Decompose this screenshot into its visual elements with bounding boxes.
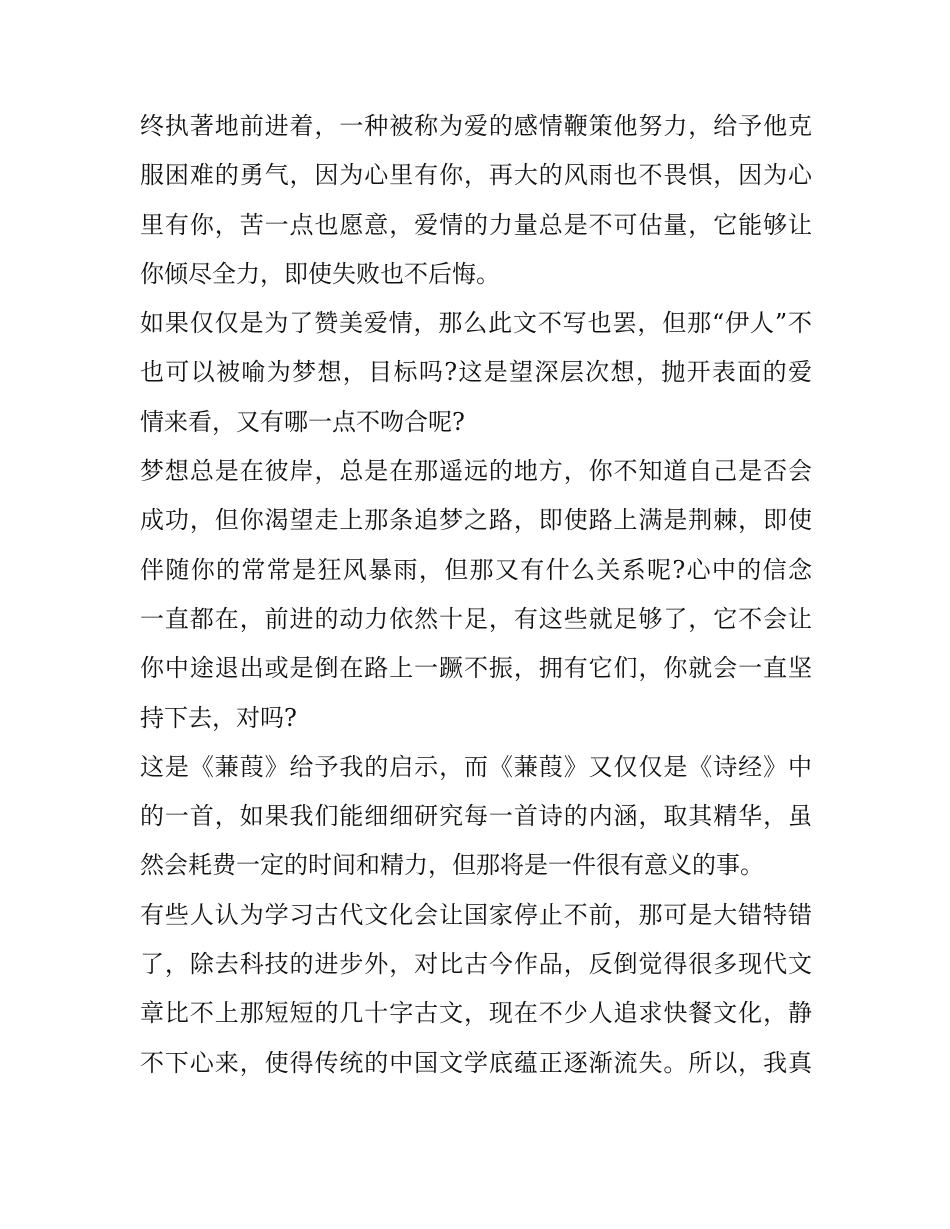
text-line: 一直都在，前进的动力依然十足，有这些就足够了，它不会让	[140, 604, 812, 633]
text-line: 服困难的勇气，因为心里有你，再大的风雨也不畏惧，因为心	[140, 161, 812, 190]
text-line: 成功，但你渴望走上那条追梦之路，即使路上满是荆棘，即使	[140, 506, 812, 535]
text-line: 你倾尽全力，即使失败也不后悔。	[140, 259, 500, 288]
text-line: 你中途退出或是倒在路上一蹶不振，拥有它们，你就会一直坚	[140, 654, 812, 683]
text-line: 里有你，苦一点也愿意，爱情的力量总是不可估量，它能够让	[140, 210, 812, 239]
text-line: 了，除去科技的进步外，对比古今作品，反倒觉得很多现代文	[140, 950, 812, 979]
text-line: 终执著地前进着，一种被称为爱的感情鞭策他努力，给予他克	[140, 112, 812, 140]
text-line: 有些人认为学习古代文化会让国家停止不前，那可是大错特错	[140, 900, 812, 929]
text-line: 持下去，对吗?	[140, 703, 297, 732]
text-line: 也可以被喻为梦想，目标吗?这是望深层次想，抛开表面的爱	[140, 358, 812, 387]
text-line: 情来看，又有哪一点不吻合呢?	[140, 407, 465, 436]
text-line: 然会耗费一定的时间和精力，但那将是一件很有意义的事。	[140, 851, 764, 880]
text-line: 如果仅仅是为了赞美爱情，那么此文不写也罢，但那“伊人”不	[140, 309, 812, 338]
text-line: 伴随你的常常是狂风暴雨，但那又有什么关系呢?心中的信念	[140, 555, 812, 584]
text-line: 这是《蒹葭》给予我的启示，而《蒹葭》又仅仅是《诗经》中	[140, 752, 812, 781]
text-line: 不下心来，使得传统的中国文学底蕴正逐渐流失。所以，我真	[140, 1048, 812, 1077]
text-line: 的一首，如果我们能细细研究每一首诗的内涵，取其精华，虽	[140, 802, 812, 831]
body-text	[140, 102, 812, 1088]
text-line: 章比不上那短短的几十字古文，现在不少人追求快餐文化，静	[140, 999, 812, 1028]
text-line: 梦想总是在彼岸，总是在那遥远的地方，你不知道自己是否会	[140, 457, 812, 486]
